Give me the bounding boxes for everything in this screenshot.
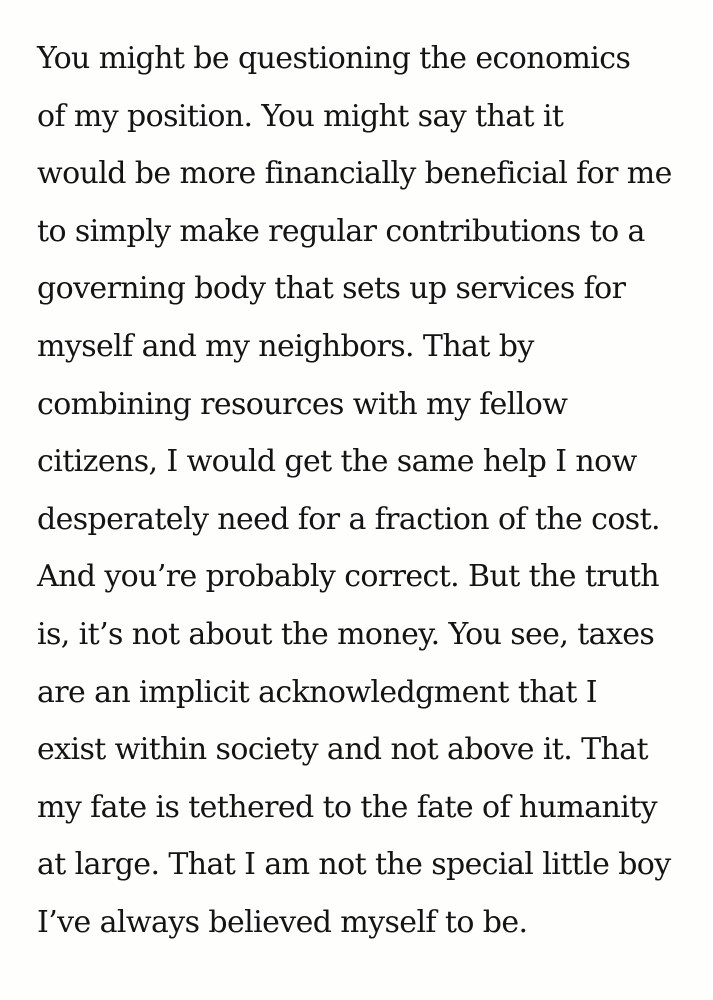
text-line-5: governing body that sets up services for: [37, 271, 626, 307]
text-line-16: I’ve always believed myself to be.: [37, 904, 528, 940]
text-line-3: would be more financially beneficial for me: [37, 156, 672, 192]
text-line-15: at large. That I am not the special little boy: [37, 847, 671, 883]
text-line-14: my fate is tethered to the fate of humanity: [37, 789, 658, 825]
text-line-11: is, it’s not about the money. You see, taxes: [37, 616, 655, 652]
text-line-1: You might be questioning the economics: [37, 41, 631, 76]
text-line-12: are an implicit acknowledgment that I: [37, 674, 597, 710]
text-line-9: desperately need for a fraction of the cost.: [37, 501, 660, 537]
text-line-6: myself and my neighbors. That by: [37, 328, 534, 364]
text-line-13: exist within society and not above it. That: [37, 732, 649, 768]
text-line-10: And you’re probably correct. But the truth: [37, 559, 659, 595]
text-line-4: to simply make regular contributions to a: [37, 213, 645, 249]
text-line-2: of my position. You might say that it: [37, 98, 564, 134]
text-block: [37, 30, 713, 952]
text-line-7: combining resources with my fellow: [37, 386, 568, 422]
text-line-8: citizens, I would get the same help I now: [37, 444, 637, 480]
